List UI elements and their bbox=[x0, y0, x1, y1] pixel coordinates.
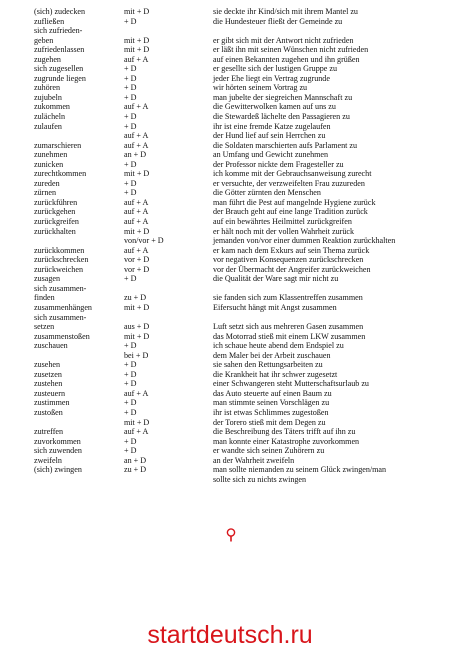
example-cell: sie deckte ihr Kind/sich mit ihrem Mantel zu bbox=[213, 7, 358, 16]
case-cell: + D bbox=[124, 341, 137, 351]
table-row bbox=[0, 293, 460, 303]
case-cell: mit + D bbox=[124, 169, 150, 179]
case-cell: von/vor + D bbox=[124, 236, 164, 246]
verb-cell: zurückgehen bbox=[34, 207, 76, 217]
verb-cell: zumarschieren bbox=[34, 140, 82, 150]
verb-cell: zunehmen bbox=[34, 150, 68, 160]
example-cell: er läßt ihn mit seinen Wünschen nicht zufrieden bbox=[213, 45, 369, 55]
example-cell: sie fanden sich zum Klassentreffen zusammen bbox=[213, 293, 363, 303]
example-cell: die Krankheit hat ihr schwer zugesetzt bbox=[213, 369, 338, 379]
verb-cell: zufließen bbox=[34, 16, 65, 26]
verb-cell: zurückweichen bbox=[34, 264, 83, 274]
table-row bbox=[0, 160, 460, 170]
case-cell: + D bbox=[124, 73, 137, 83]
example-cell: man konnte einer Katastrophe zuvorkommen bbox=[213, 436, 360, 446]
case-cell: + D bbox=[124, 188, 137, 198]
case-cell: auf + A bbox=[124, 131, 149, 141]
example-cell: ich komme mit der Gebrauchsanweisung zurecht bbox=[213, 169, 372, 179]
example-cell: einer Schwangeren steht Mutterschaftsurlaub zu bbox=[213, 379, 369, 389]
verb-cell: zuvorkommen bbox=[34, 436, 81, 446]
case-cell: auf + A bbox=[124, 102, 149, 112]
example-cell: der Brauch geht auf eine lange Tradition zurück bbox=[213, 207, 368, 217]
verb-cell: zukommen bbox=[34, 102, 70, 112]
case-cell: + D bbox=[124, 398, 137, 408]
table-row bbox=[0, 437, 460, 447]
verb-cell: sich zufrieden- bbox=[34, 26, 83, 36]
table-row bbox=[0, 465, 460, 475]
table-row bbox=[0, 122, 460, 132]
table-row bbox=[0, 55, 460, 65]
verb-cell: zusetzen bbox=[34, 369, 62, 379]
case-cell: zu + D bbox=[124, 293, 147, 303]
table-row bbox=[0, 227, 460, 237]
verb-cell: sich zugesellen bbox=[34, 64, 84, 74]
example-cell: die Beschreibung des Täters trifft auf ihn zu bbox=[213, 427, 356, 437]
case-cell: mit + D bbox=[124, 45, 150, 55]
verb-cell: zulächeln bbox=[34, 112, 66, 122]
table-row bbox=[0, 322, 460, 332]
case-cell: auf + A bbox=[124, 207, 149, 217]
table-row bbox=[0, 332, 460, 342]
table-row bbox=[0, 198, 460, 208]
example-cell: die Soldaten marschierten aufs Parlament zu bbox=[213, 140, 358, 150]
table-row bbox=[0, 26, 460, 36]
table-row bbox=[0, 93, 460, 103]
table-row bbox=[0, 313, 460, 323]
table-row bbox=[0, 188, 460, 198]
example-cell: auf einen Bekannten zugehen und ihn grüßen bbox=[213, 54, 360, 64]
verb-cell: zurückhalten bbox=[34, 226, 76, 236]
case-cell: auf + A bbox=[124, 54, 149, 64]
verb-cell: zürnen bbox=[34, 188, 57, 198]
table-row bbox=[0, 236, 460, 246]
table-row bbox=[0, 274, 460, 284]
verb-cell: zusammenstoßen bbox=[34, 331, 90, 341]
example-cell: er wandte sich seinen Zuhörern zu bbox=[213, 446, 325, 456]
example-cell: er versuchte, der verzweifelten Frau zuzureden bbox=[213, 178, 365, 188]
table-row bbox=[0, 45, 460, 55]
case-cell: mit + D bbox=[124, 226, 150, 236]
example-cell: jeder Ehe liegt ein Vertrag zugrunde bbox=[213, 73, 330, 83]
verb-cell: (sich) zwingen bbox=[34, 465, 82, 475]
case-cell: auf + A bbox=[124, 427, 149, 437]
case-cell: bei + D bbox=[124, 350, 149, 360]
example-cell: wir hörten seinem Vortrag zu bbox=[213, 83, 308, 93]
verb-cell: geben bbox=[34, 35, 54, 45]
example-cell: an Umfang und Gewicht zunehmen bbox=[213, 150, 329, 160]
case-cell: mit + D bbox=[124, 331, 150, 341]
case-cell: + D bbox=[124, 121, 137, 131]
table-row bbox=[0, 169, 460, 179]
example-cell: ihr ist etwas Schlimmes zugestoßen bbox=[213, 407, 329, 417]
table-row bbox=[0, 150, 460, 160]
verb-cell: zurückgreifen bbox=[34, 217, 79, 227]
case-cell: + D bbox=[124, 274, 137, 284]
example-cell: die Gewitterwolken kamen auf uns zu bbox=[213, 102, 336, 112]
example-cell: jemanden von/vor einer dummen Reaktion zurückhalten bbox=[213, 236, 396, 246]
table-row bbox=[0, 255, 460, 265]
verb-cell: zurechtkommen bbox=[34, 169, 87, 179]
verb-cell: zurückführen bbox=[34, 197, 78, 207]
table-row bbox=[0, 179, 460, 189]
example-cell: er kam nach dem Exkurs auf sein Thema zurück bbox=[213, 245, 370, 255]
site-watermark[interactable]: startdeutsch.ru bbox=[147, 621, 313, 649]
case-cell: + D bbox=[124, 112, 137, 122]
verb-cell: zugrunde liegen bbox=[34, 73, 86, 83]
verb-cell: zusehen bbox=[34, 360, 61, 370]
table-row bbox=[0, 17, 460, 27]
table-row bbox=[0, 341, 460, 351]
example-cell: man jubelte der siegreichen Mannschaft zu bbox=[213, 92, 353, 102]
table-row bbox=[0, 83, 460, 93]
example-cell: man sollte niemanden zu seinem Glück zwingen/man bbox=[213, 465, 387, 475]
case-cell: an + D bbox=[124, 150, 147, 160]
table-row bbox=[0, 389, 460, 399]
case-cell: vor + D bbox=[124, 264, 150, 274]
verb-cell: zureden bbox=[34, 178, 60, 188]
example-cell: sollte sich zu nichts zwingen bbox=[213, 474, 307, 484]
verb-cell: zutreffen bbox=[34, 427, 64, 437]
example-cell: der Hund lief auf sein Herrchen zu bbox=[213, 131, 326, 141]
case-cell: auf + A bbox=[124, 140, 149, 150]
example-cell: er gibt sich mit der Antwort nicht zufrieden bbox=[213, 35, 354, 45]
table-row bbox=[0, 112, 460, 122]
example-cell: das Motorrad stieß mit einem LKW zusammen bbox=[213, 331, 366, 341]
example-cell: dem Maler bei der Arbeit zuschauen bbox=[213, 350, 331, 360]
verb-cell: zusteuern bbox=[34, 388, 66, 398]
verb-cell: zuschauen bbox=[34, 341, 68, 351]
verb-cell: (sich) zudecken bbox=[34, 7, 86, 16]
case-cell: + D bbox=[124, 369, 137, 379]
table-row bbox=[0, 427, 460, 437]
table-row bbox=[0, 351, 460, 361]
verb-list bbox=[0, 7, 460, 484]
example-cell: vor der Übermacht der Angreifer zurückweichen bbox=[213, 264, 371, 274]
verb-cell: zujubeln bbox=[34, 92, 62, 102]
example-cell: man stimmte seinen Vorschlägen zu bbox=[213, 398, 330, 408]
example-cell: an der Wahrheit zweifeln bbox=[213, 455, 295, 465]
verb-cell: zusagen bbox=[34, 274, 61, 284]
example-cell: sie sahen den Rettungsarbeiten zu bbox=[213, 360, 323, 370]
case-cell: + D bbox=[124, 83, 137, 93]
table-row bbox=[0, 398, 460, 408]
verb-cell: zuhören bbox=[34, 83, 61, 93]
table-row bbox=[0, 446, 460, 456]
case-cell: + D bbox=[124, 64, 137, 74]
table-row bbox=[0, 7, 460, 17]
pin-icon bbox=[226, 528, 236, 542]
table-row bbox=[0, 265, 460, 275]
table-row bbox=[0, 131, 460, 141]
table-row bbox=[0, 360, 460, 370]
verb-cell: zurückkommen bbox=[34, 245, 85, 255]
table-row bbox=[0, 102, 460, 112]
verb-cell: zunicken bbox=[34, 159, 64, 169]
case-cell: auf + A bbox=[124, 217, 149, 227]
example-cell: er hält noch mit der vollen Wahrheit zurück bbox=[213, 226, 355, 236]
example-cell: er gesellte sich der lustigen Gruppe zu bbox=[213, 64, 338, 74]
case-cell: auf + A bbox=[124, 245, 149, 255]
verb-cell: zustimmen bbox=[34, 398, 70, 408]
case-cell: mit + D bbox=[124, 7, 150, 16]
case-cell: + D bbox=[124, 446, 137, 456]
verb-cell: zurückschrecken bbox=[34, 255, 89, 265]
case-cell: auf + A bbox=[124, 197, 149, 207]
case-cell: + D bbox=[124, 159, 137, 169]
example-cell: Luft setzt sich aus mehreren Gasen zusammen bbox=[213, 322, 364, 332]
example-cell: ihr ist eine fremde Katze zugelaufen bbox=[213, 121, 331, 131]
verb-cell: sich zusammen- bbox=[34, 283, 87, 293]
verb-cell: zustoßen bbox=[34, 407, 63, 417]
case-cell: mit + D bbox=[124, 302, 150, 312]
verb-cell: zustehen bbox=[34, 379, 63, 389]
verb-cell: sich zuwenden bbox=[34, 446, 82, 456]
verb-cell: zufriedenlassen bbox=[34, 45, 85, 55]
table-row bbox=[0, 284, 460, 294]
table-row bbox=[0, 141, 460, 151]
verb-cell: zweifeln bbox=[34, 455, 62, 465]
table-row bbox=[0, 74, 460, 84]
verb-cell: sich zusammen- bbox=[34, 312, 87, 322]
verb-cell: setzen bbox=[34, 322, 55, 332]
case-cell: vor + D bbox=[124, 255, 150, 265]
table-row bbox=[0, 418, 460, 428]
case-cell: mit + D bbox=[124, 417, 150, 427]
example-cell: die Qualität der Ware sagt mir nicht zu bbox=[213, 274, 339, 284]
case-cell: zu + D bbox=[124, 465, 147, 475]
table-row bbox=[0, 217, 460, 227]
table-row bbox=[0, 370, 460, 380]
table-row bbox=[0, 379, 460, 389]
example-cell: vor negativen Konsequenzen zurückschrecken bbox=[213, 255, 364, 265]
table-row bbox=[0, 207, 460, 217]
verb-cell: zugehen bbox=[34, 54, 61, 64]
case-cell: an + D bbox=[124, 455, 147, 465]
case-cell: + D bbox=[124, 92, 137, 102]
table-row bbox=[0, 64, 460, 74]
example-cell: der Torero stieß mit dem Degen zu bbox=[213, 417, 326, 427]
example-cell: die Götter zürnten den Menschen bbox=[213, 188, 321, 198]
table-row bbox=[0, 36, 460, 46]
case-cell: + D bbox=[124, 407, 137, 417]
case-cell: + D bbox=[124, 436, 137, 446]
example-cell: die Stewardeß lächelte den Passagieren zu bbox=[213, 112, 350, 122]
case-cell: mit + D bbox=[124, 35, 150, 45]
verb-cell: zusammenhängen bbox=[34, 302, 92, 312]
example-cell: ich schaue heute abend dem Endspiel zu bbox=[213, 341, 344, 351]
example-cell: Eifersucht hängt mit Angst zusammen bbox=[213, 302, 337, 312]
example-cell: das Auto steuerte auf einen Baum zu bbox=[213, 388, 332, 398]
verb-cell: zulaufen bbox=[34, 121, 62, 131]
case-cell: + D bbox=[124, 379, 137, 389]
table-row bbox=[0, 475, 460, 485]
verb-cell: finden bbox=[34, 293, 55, 303]
example-cell: die Hundesteuer fließt der Gemeinde zu bbox=[213, 16, 343, 26]
table-row bbox=[0, 456, 460, 466]
case-cell: + D bbox=[124, 16, 137, 26]
case-cell: aus + D bbox=[124, 322, 150, 332]
case-cell: + D bbox=[124, 360, 137, 370]
case-cell: auf + A bbox=[124, 388, 149, 398]
table-row bbox=[0, 303, 460, 313]
table-row bbox=[0, 408, 460, 418]
example-cell: auf ein bewährtes Heilmittel zurückgreifen bbox=[213, 217, 352, 227]
case-cell: + D bbox=[124, 178, 137, 188]
table-row bbox=[0, 246, 460, 256]
example-cell: man führt die Pest auf mangelnde Hygiene zurück bbox=[213, 197, 376, 207]
example-cell: der Professor nickte dem Fragesteller zu bbox=[213, 159, 344, 169]
